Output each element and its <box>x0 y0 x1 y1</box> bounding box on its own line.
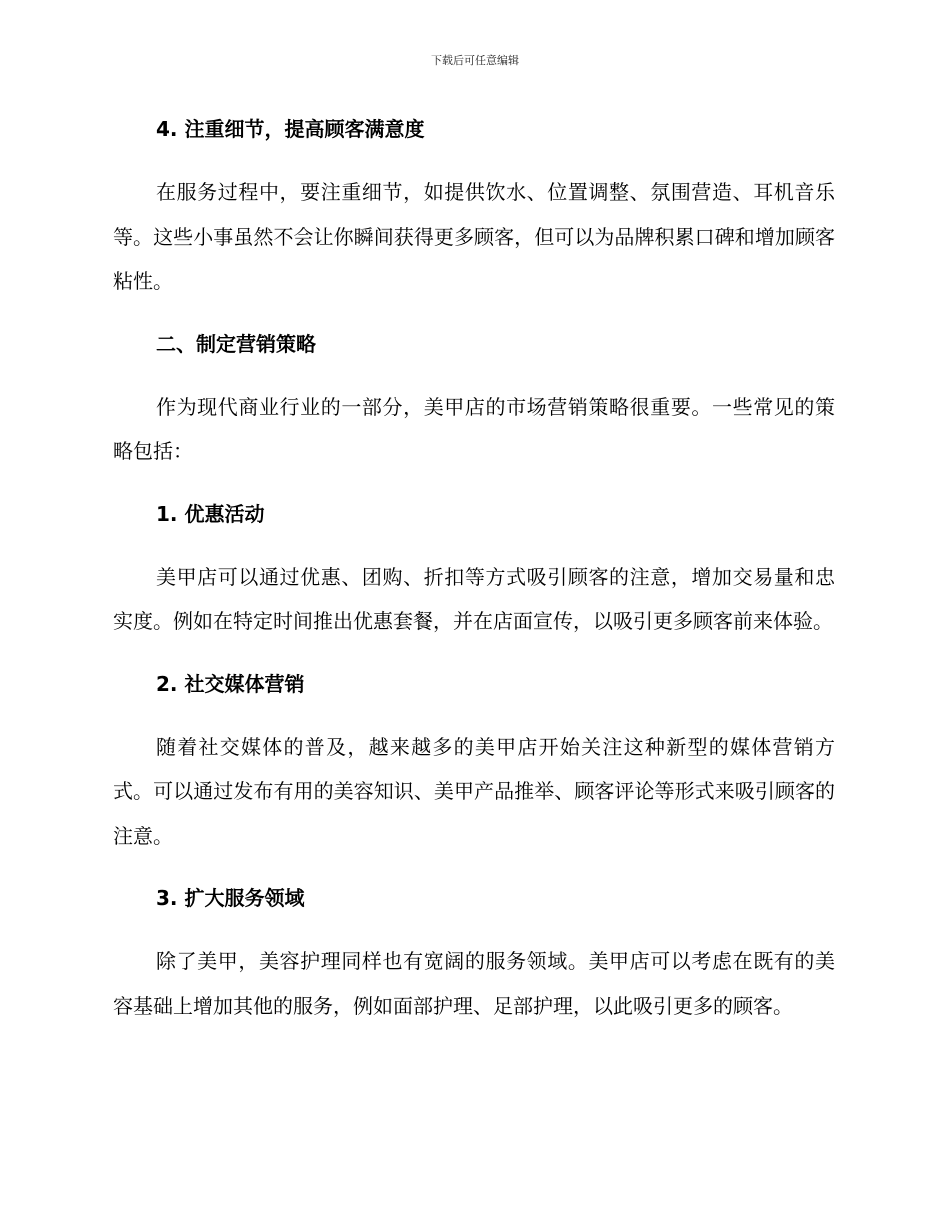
section-paragraph-expand-services: 除了美甲，美容护理同样也有宽阔的服务领域。美甲店可以考虑在既有的美容基础上增加其他的服务，例如面部护理、足部护理，以此吸引更多的顾客。 <box>113 949 835 1018</box>
section-paragraph-promotions: 美甲店可以通过优惠、团购、折扣等方式吸引顾客的注意，增加交易量和忠实度。例如在特定时间推出优惠套餐，并在店面宣传，以吸引更多顾客前来体验。 <box>113 564 835 633</box>
section-paragraph-details: 在服务过程中，要注重细节，如提供饮水、位置调整、氛围营造、耳机音乐等。这些小事虽然不会让你瞬间获得更多顾客，但可以为品牌积累口碑和增加顾客粘性。 <box>113 180 835 293</box>
section-heading-promotions: 1. 优惠活动 <box>156 501 265 526</box>
section-heading-marketing-strategy: 二、制定营销策略 <box>156 331 316 356</box>
document-body <box>113 112 835 1028</box>
section-heading-details: 4. 注重细节，提高顾客满意度 <box>156 117 425 141</box>
page-header-note: 下载后可任意编辑 <box>431 54 519 67</box>
section-paragraph-marketing-strategy: 作为现代商业行业的一部分，美甲店的市场营销策略很重要。一些常见的策略包括： <box>113 394 835 463</box>
section-heading-expand-services: 3. 扩大服务领域 <box>156 886 305 910</box>
section-heading-social-media: 2. 社交媒体营销 <box>156 671 305 696</box>
section-paragraph-social-media: 随着社交媒体的普及，越来越多的美甲店开始关注这种新型的媒体营销方式。可以通过发布有用的美容知识、美甲产品推举、顾客评论等形式来吸引顾客的注意。 <box>113 734 835 848</box>
